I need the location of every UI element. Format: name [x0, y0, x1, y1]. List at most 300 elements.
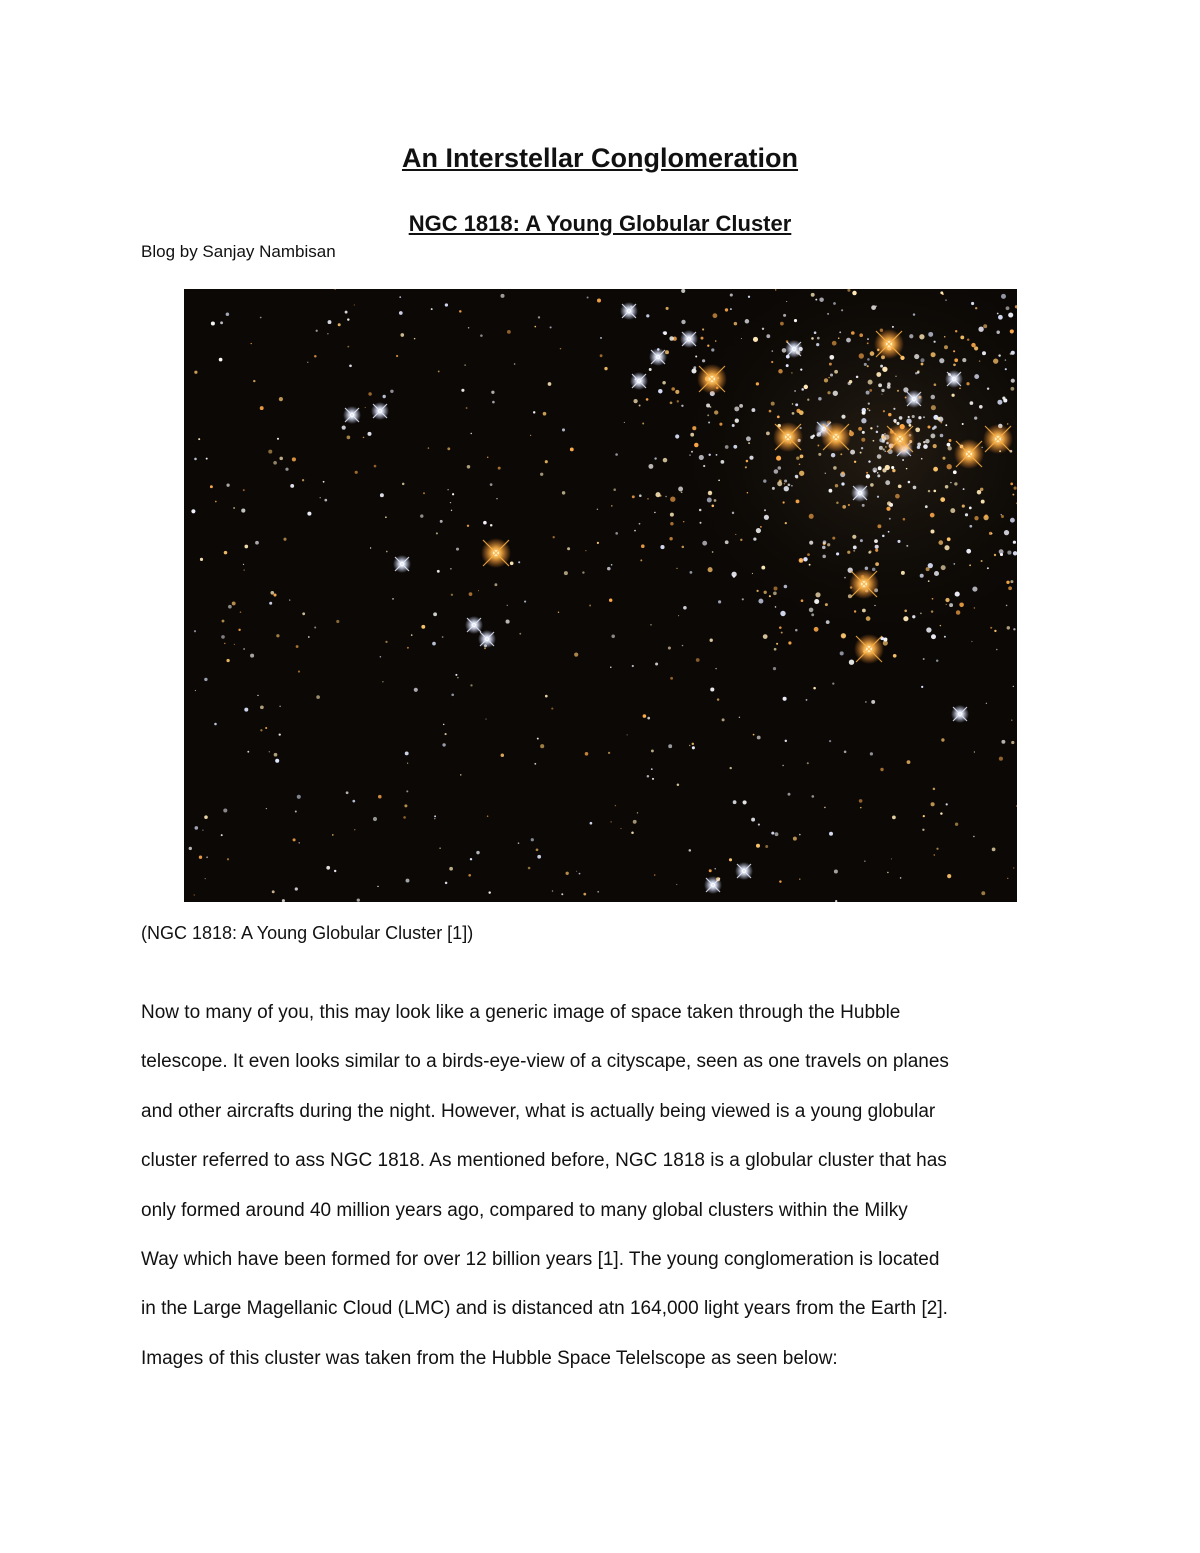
star — [922, 829, 924, 831]
star — [784, 479, 787, 482]
body-line: Way which have been formed for over 12 billion years [1]. The young conglomeration is located — [141, 1249, 940, 1271]
star — [776, 643, 778, 645]
star — [676, 884, 677, 885]
star — [615, 532, 618, 535]
star — [273, 461, 277, 465]
star — [784, 483, 786, 485]
star — [447, 489, 448, 490]
star — [551, 708, 553, 710]
star — [881, 394, 882, 395]
star — [944, 545, 949, 550]
star — [878, 383, 882, 387]
body-paragraph — [141, 988, 1066, 1383]
star — [880, 365, 883, 368]
star — [931, 352, 936, 357]
star — [861, 418, 866, 423]
star — [846, 338, 851, 343]
star — [814, 331, 817, 334]
star — [382, 681, 383, 682]
star — [457, 677, 459, 679]
star — [455, 674, 457, 676]
star — [347, 346, 349, 348]
star — [931, 405, 936, 410]
star — [904, 609, 907, 612]
star — [689, 849, 692, 852]
star — [907, 760, 911, 764]
star — [694, 443, 699, 448]
star — [763, 634, 768, 639]
star — [396, 355, 398, 357]
star — [1010, 580, 1013, 583]
star — [725, 308, 728, 311]
star — [739, 717, 740, 718]
star — [987, 387, 989, 389]
star — [538, 316, 540, 318]
star — [946, 604, 947, 605]
star — [224, 643, 225, 644]
star — [836, 552, 839, 555]
star — [604, 367, 607, 370]
star — [357, 898, 360, 901]
star — [378, 795, 382, 799]
star — [899, 416, 903, 420]
star — [882, 367, 887, 372]
star — [640, 559, 642, 561]
star — [633, 399, 637, 403]
star — [733, 445, 737, 449]
star — [507, 605, 508, 606]
star — [283, 538, 286, 541]
star — [289, 599, 290, 600]
star — [469, 592, 473, 596]
star — [945, 598, 949, 602]
star — [994, 554, 996, 556]
star — [669, 336, 673, 340]
star — [451, 594, 453, 596]
star — [893, 654, 897, 658]
star — [715, 340, 717, 342]
star — [937, 417, 941, 421]
star — [878, 466, 882, 470]
star — [864, 363, 867, 366]
star — [933, 341, 935, 343]
star — [615, 805, 616, 806]
star — [295, 887, 298, 890]
star — [998, 315, 1003, 320]
star — [729, 858, 732, 861]
star — [940, 291, 943, 294]
star — [1013, 541, 1016, 544]
star — [992, 848, 996, 852]
star — [875, 562, 879, 566]
star — [741, 338, 742, 339]
star — [716, 454, 718, 456]
star — [200, 558, 203, 561]
star — [877, 474, 880, 477]
star — [920, 574, 924, 578]
star — [809, 608, 814, 613]
star — [692, 746, 695, 749]
star — [730, 293, 733, 296]
star — [908, 424, 911, 427]
star — [749, 456, 753, 460]
star — [380, 656, 382, 658]
star — [897, 540, 900, 543]
star — [681, 289, 685, 293]
star — [930, 529, 934, 533]
star — [240, 611, 242, 613]
star — [912, 615, 915, 618]
star — [725, 445, 729, 449]
star — [996, 649, 998, 651]
star — [913, 313, 915, 315]
star — [780, 611, 785, 616]
star — [439, 847, 440, 848]
star — [548, 382, 552, 386]
star — [675, 390, 679, 394]
star — [994, 630, 996, 632]
star — [834, 869, 838, 873]
star — [436, 532, 438, 534]
star — [772, 487, 775, 490]
star — [567, 547, 570, 550]
star — [725, 540, 729, 544]
star — [864, 860, 865, 861]
star — [377, 886, 378, 887]
star — [670, 513, 674, 517]
star — [860, 539, 863, 542]
star — [690, 433, 694, 437]
star — [774, 587, 778, 591]
star — [194, 458, 197, 461]
star — [936, 659, 938, 661]
body-line: Images of this cluster was taken from the Hubble Space Telelscope as seen below: — [141, 1347, 838, 1369]
star — [654, 874, 656, 876]
star — [954, 358, 958, 362]
star — [490, 524, 493, 527]
star — [651, 749, 654, 752]
star — [461, 389, 464, 392]
star — [392, 598, 394, 600]
star — [748, 296, 750, 298]
star — [815, 592, 820, 597]
star — [866, 474, 870, 478]
star — [848, 504, 850, 506]
star — [872, 568, 876, 572]
star — [769, 595, 771, 597]
star — [761, 566, 765, 570]
star — [791, 485, 793, 487]
star — [841, 633, 846, 638]
star — [1011, 379, 1015, 383]
star — [624, 422, 625, 423]
star — [735, 419, 739, 423]
star — [451, 693, 454, 696]
star — [507, 330, 511, 334]
star — [386, 551, 388, 553]
star — [702, 328, 704, 330]
star — [566, 872, 569, 875]
star — [690, 571, 693, 574]
star — [297, 795, 301, 799]
star — [682, 546, 685, 549]
star — [374, 465, 377, 468]
star — [496, 498, 497, 499]
star — [895, 376, 896, 377]
star — [900, 877, 902, 879]
star — [545, 695, 548, 698]
star — [1001, 740, 1005, 744]
star — [939, 358, 944, 363]
star — [670, 677, 673, 680]
star — [888, 531, 890, 533]
star — [265, 727, 267, 729]
star — [921, 363, 924, 366]
star — [800, 368, 802, 370]
star — [871, 305, 876, 310]
star — [953, 563, 955, 565]
star — [753, 734, 755, 736]
star — [211, 321, 215, 325]
star — [199, 856, 202, 859]
star — [308, 636, 310, 638]
star — [880, 768, 883, 771]
star — [923, 658, 925, 660]
star — [886, 507, 890, 511]
star — [631, 831, 634, 834]
star — [801, 599, 804, 602]
star — [739, 404, 743, 408]
star — [930, 433, 935, 438]
star — [307, 362, 308, 363]
star — [776, 456, 781, 461]
star — [468, 327, 470, 329]
star — [272, 890, 275, 893]
star — [428, 447, 430, 449]
star — [719, 423, 722, 426]
star — [814, 627, 819, 632]
star — [1013, 686, 1014, 687]
star — [438, 370, 440, 372]
star — [611, 635, 615, 639]
star — [338, 323, 341, 326]
star — [285, 468, 288, 471]
star — [1014, 487, 1017, 490]
star — [981, 891, 985, 895]
star — [501, 753, 505, 757]
star — [940, 434, 944, 438]
star — [299, 842, 300, 843]
star — [844, 577, 846, 579]
star — [244, 545, 248, 549]
star — [893, 408, 895, 410]
star — [204, 815, 208, 819]
star — [873, 440, 875, 442]
star — [613, 488, 616, 491]
star — [989, 532, 992, 535]
star — [772, 350, 774, 352]
star — [1002, 397, 1005, 400]
star — [220, 321, 223, 324]
star — [243, 564, 244, 565]
body-line: only formed around 40 million years ago, compared to many global clusters within the Milky — [141, 1199, 908, 1221]
star — [850, 450, 855, 455]
star — [788, 641, 791, 644]
star — [938, 540, 943, 545]
star — [576, 871, 577, 872]
star — [877, 496, 879, 498]
star — [328, 320, 332, 324]
star — [681, 405, 683, 407]
star — [399, 296, 401, 298]
star — [906, 419, 911, 424]
star — [747, 492, 748, 493]
star — [765, 845, 768, 848]
star — [828, 377, 829, 378]
star — [691, 368, 696, 373]
star — [860, 807, 862, 809]
star — [773, 591, 777, 595]
star — [745, 466, 747, 468]
star — [703, 465, 705, 467]
star — [825, 603, 828, 606]
star — [681, 320, 685, 324]
star — [941, 738, 944, 741]
star — [485, 719, 486, 720]
star — [683, 606, 687, 610]
star — [786, 364, 789, 367]
star — [678, 487, 683, 492]
star — [221, 635, 225, 639]
star — [762, 328, 764, 330]
star — [981, 560, 983, 562]
star — [646, 398, 649, 401]
star — [853, 546, 857, 550]
star — [411, 634, 413, 636]
star — [771, 832, 774, 835]
star — [709, 869, 712, 872]
star — [965, 513, 968, 516]
star — [986, 703, 987, 704]
star — [658, 389, 663, 394]
star — [589, 605, 591, 607]
star — [801, 388, 804, 391]
star — [710, 639, 713, 642]
star — [537, 738, 539, 740]
star — [712, 505, 715, 508]
star — [255, 541, 259, 545]
star — [442, 636, 444, 638]
star — [811, 613, 814, 616]
star — [811, 795, 814, 798]
star — [840, 651, 844, 655]
star — [487, 815, 489, 817]
star — [860, 452, 862, 454]
star — [743, 800, 747, 804]
star — [722, 718, 725, 721]
star — [492, 401, 495, 404]
star — [940, 625, 941, 626]
star — [632, 495, 635, 498]
star — [947, 464, 952, 469]
star — [972, 587, 977, 592]
star — [711, 348, 714, 351]
star — [902, 459, 904, 461]
star — [1011, 720, 1012, 721]
star — [861, 447, 863, 449]
star — [967, 338, 969, 340]
star — [862, 411, 866, 415]
star — [354, 304, 355, 305]
star — [933, 490, 936, 493]
star — [769, 410, 772, 413]
star — [796, 457, 799, 460]
star — [488, 891, 490, 893]
star — [467, 465, 471, 469]
star — [833, 302, 836, 305]
star — [561, 893, 563, 895]
star — [795, 475, 798, 478]
star — [226, 312, 230, 316]
star — [903, 518, 906, 521]
star — [827, 313, 829, 315]
star — [870, 427, 872, 429]
star — [940, 497, 945, 502]
star — [849, 660, 854, 665]
star — [670, 497, 675, 502]
star — [533, 411, 535, 413]
star — [852, 291, 856, 295]
star — [292, 457, 296, 461]
star — [854, 610, 856, 612]
star — [709, 406, 711, 408]
star — [809, 514, 814, 519]
star — [874, 539, 878, 543]
star — [885, 446, 887, 448]
star — [927, 425, 930, 428]
star — [782, 765, 783, 766]
star — [866, 472, 868, 474]
star — [882, 468, 886, 472]
star — [799, 834, 801, 836]
body-line: and other aircrafts during the night. However, what is actually being viewed is a young globular — [141, 1100, 936, 1122]
star — [875, 549, 878, 552]
star — [923, 444, 928, 449]
star — [641, 544, 645, 548]
star — [949, 603, 953, 607]
star — [244, 570, 245, 571]
star — [228, 605, 232, 609]
star — [608, 752, 610, 754]
star — [970, 401, 974, 405]
star — [838, 337, 840, 339]
star — [326, 866, 330, 870]
star — [874, 605, 875, 606]
author-byline: Blog by Sanjay Nambisan — [141, 242, 336, 261]
star — [960, 335, 964, 339]
star — [734, 406, 739, 411]
star — [1008, 312, 1013, 317]
star — [856, 376, 859, 379]
star — [650, 624, 652, 626]
star — [794, 319, 797, 322]
star — [908, 416, 910, 418]
star — [370, 547, 371, 548]
star — [756, 382, 759, 385]
star — [979, 405, 983, 409]
star — [867, 358, 870, 361]
star — [784, 486, 789, 491]
